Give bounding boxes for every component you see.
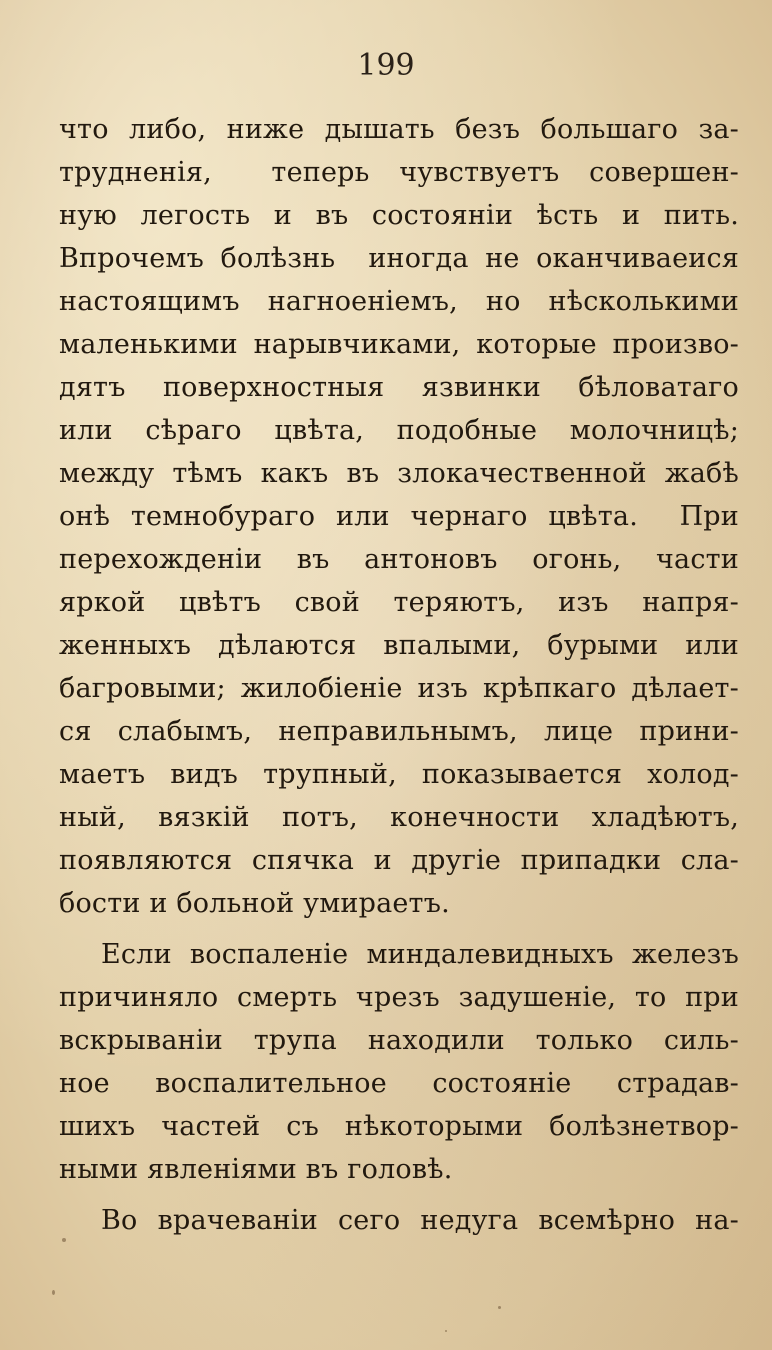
text-line: маетъ видъ трупный, показывается холод-: [59, 759, 739, 790]
body-text: [59, 108, 739, 1242]
text-line: Во врачеваніи сего недуга всемѣрно на-: [101, 1205, 739, 1236]
text-line: появляются спячка и другіе припадки сла-: [59, 845, 739, 876]
text-line: бости и больной умираетъ.: [59, 888, 450, 919]
text-line: Если воспаленіе миндалевидныхъ железъ: [101, 939, 739, 970]
text-line: шихъ частей съ нѣкоторыми болѣзнетвор-: [59, 1111, 739, 1142]
paper-speck: [52, 1290, 55, 1295]
paragraph-2: [59, 933, 739, 1191]
paragraph-gap: [59, 925, 739, 933]
text-line: яркой цвѣтъ свой теряютъ, изъ напря-: [59, 587, 739, 618]
text-line: дятъ поверхностныя язвинки бѣловатаго: [59, 372, 739, 403]
text-line: причиняло смерть чрезъ задушеніе, то при: [59, 982, 739, 1013]
text-line: что либо, ниже дышать безъ большаго за-: [59, 114, 739, 145]
paragraph-3: [59, 1199, 739, 1242]
text-line: онѣ темнобураго или чернаго цвѣта. При: [59, 501, 739, 532]
text-line: между тѣмъ какъ въ злокачественной жабѣ: [59, 458, 739, 489]
text-line: ный, вязкій потъ, конечности хладѣютъ,: [59, 802, 739, 833]
text-line: ся слабымъ, неправильнымъ, лице прини-: [59, 716, 739, 747]
text-line: трудненія, теперь чувствуетъ совершен-: [59, 157, 739, 188]
text-line: ными явленіями въ головѣ.: [59, 1154, 453, 1185]
page-number: 199: [357, 48, 415, 83]
text-line: вскрываніи трупа находили только силь-: [59, 1025, 739, 1056]
text-line: или сѣраго цвѣта, подобные молочницѣ;: [59, 415, 739, 446]
text-line: багровыми; жилобіеніе изъ крѣпкаго дѣлает-: [59, 673, 739, 704]
text-line: маленькими нарывчиками, которые произво-: [59, 329, 739, 360]
text-line: перехожденіи въ антоновъ огонь, части: [59, 544, 739, 575]
text-line: Впрочемъ болѣзнь иногда не оканчиваеися: [59, 243, 739, 274]
text-line: ное воспалительное состояніе страдав-: [59, 1068, 739, 1099]
paper-speck: [445, 1330, 447, 1332]
text-line: женныхъ дѣлаются впалыми, бурыми или: [59, 630, 739, 661]
paragraph-gap: [59, 1191, 739, 1199]
paper-speck: [62, 1238, 66, 1242]
paper-speck: [498, 1306, 501, 1309]
text-line: настоящимъ нагноеніемъ, но нѣсколькими: [59, 286, 739, 317]
text-line: ную легость и въ состояніи ѣсть и пить.: [59, 200, 739, 231]
paragraph-1: [59, 108, 739, 925]
